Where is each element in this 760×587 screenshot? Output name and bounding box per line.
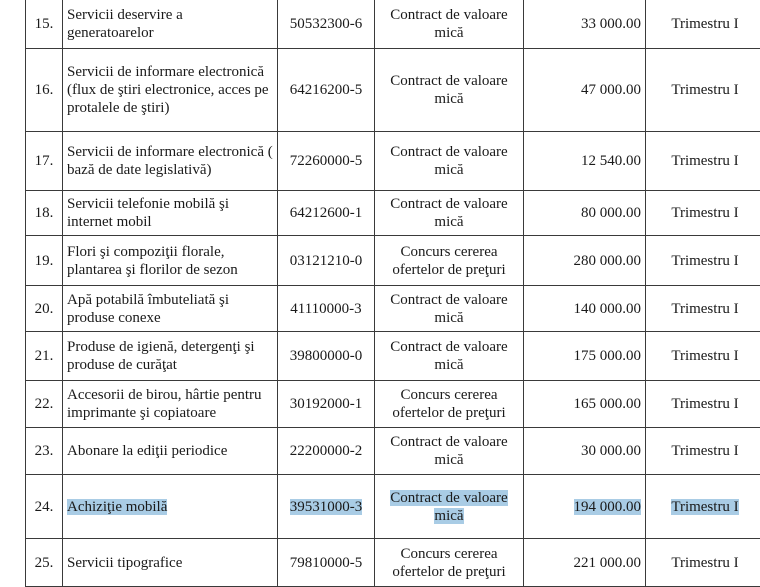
estimated-value: 280 000.00 <box>524 236 646 286</box>
cpv-code: 79810000-5 <box>278 539 375 587</box>
highlight-mark: 194 000.00 <box>574 499 642 515</box>
procedure-type: Contract de valoare mică <box>375 0 524 49</box>
procedure-type: Concurs cererea ofertelor de preţuri <box>375 381 524 428</box>
estimated-value: 221 000.00 <box>524 539 646 587</box>
item-name: Apă potabilă îmbuteliată şi produse conexe <box>63 286 278 332</box>
table-row <box>26 49 760 132</box>
estimated-value: 47 000.00 <box>524 49 646 132</box>
item-name: Servicii de informare electronică (flux de ştiri electronice, acces pe protalele de ştiri) <box>63 49 278 132</box>
term: Trimestru I <box>646 428 760 475</box>
term: Trimestru I <box>646 539 760 587</box>
item-name <box>63 475 278 539</box>
row-number: 18. <box>26 191 63 236</box>
procedure-type: Contract de valoare mică <box>375 428 524 475</box>
table-row <box>26 191 760 236</box>
cpv-code: 39800000-0 <box>278 332 375 381</box>
cpv-code: 22200000-2 <box>278 428 375 475</box>
table-row <box>26 475 760 539</box>
table-row <box>26 0 760 49</box>
estimated-value: 140 000.00 <box>524 286 646 332</box>
item-name: Abonare la ediţii periodice <box>63 428 278 475</box>
row-number: 19. <box>26 236 63 286</box>
term: Trimestru I <box>646 191 760 236</box>
item-name: Servicii de informare electronică ( bază de date legislativă) <box>63 132 278 191</box>
procurement-table-body <box>26 0 760 587</box>
procedure-type: Contract de valoare mică <box>375 286 524 332</box>
term: Trimestru I <box>646 236 760 286</box>
procedure-type: Contract de valoare mică <box>375 49 524 132</box>
procedure-type: Contract de valoare mică <box>375 191 524 236</box>
highlight-mark: Contract de valoare mică <box>390 490 507 524</box>
estimated-value: 12 540.00 <box>524 132 646 191</box>
row-number: 23. <box>26 428 63 475</box>
row-number: 21. <box>26 332 63 381</box>
item-name: Produse de igienă, detergenţi şi produse de curăţat <box>63 332 278 381</box>
cpv-code: 64212600-1 <box>278 191 375 236</box>
term: Trimestru I <box>646 0 760 49</box>
procedure-type: Concurs cererea ofertelor de preţuri <box>375 236 524 286</box>
term: Trimestru I <box>646 381 760 428</box>
procedure-type: Concurs cererea ofertelor de preţuri <box>375 539 524 587</box>
item-name: Flori şi compoziţii florale, plantarea şi florilor de sezon <box>63 236 278 286</box>
procedure-type: Contract de valoare mică <box>375 332 524 381</box>
table-row <box>26 132 760 191</box>
highlight-mark: Achiziţie mobilă <box>67 499 167 515</box>
row-number: 20. <box>26 286 63 332</box>
cpv-code: 30192000-1 <box>278 381 375 428</box>
table-row <box>26 539 760 587</box>
procurement-table <box>25 0 760 587</box>
estimated-value <box>524 475 646 539</box>
row-number: 17. <box>26 132 63 191</box>
cpv-code: 03121210-0 <box>278 236 375 286</box>
term: Trimestru I <box>646 332 760 381</box>
cpv-code: 50532300-6 <box>278 0 375 49</box>
estimated-value: 175 000.00 <box>524 332 646 381</box>
row-number: 24. <box>26 475 63 539</box>
item-name: Servicii tipografice <box>63 539 278 587</box>
row-number: 25. <box>26 539 63 587</box>
term: Trimestru I <box>646 49 760 132</box>
procedure-type <box>375 475 524 539</box>
table-row <box>26 236 760 286</box>
term <box>646 475 760 539</box>
item-name: Servicii telefonie mobilă şi internet mobil <box>63 191 278 236</box>
term: Trimestru I <box>646 286 760 332</box>
cpv-code <box>278 475 375 539</box>
item-name: Accesorii de birou, hârtie pentru imprimante şi copiatoare <box>63 381 278 428</box>
row-number: 22. <box>26 381 63 428</box>
item-name: Servicii deservire a generatoarelor <box>63 0 278 49</box>
table-row <box>26 381 760 428</box>
highlight-mark: Trimestru I <box>671 499 738 515</box>
table-row <box>26 428 760 475</box>
highlight-mark: 39531000-3 <box>290 499 363 515</box>
row-number: 15. <box>26 0 63 49</box>
term: Trimestru I <box>646 132 760 191</box>
row-number: 16. <box>26 49 63 132</box>
cpv-code: 41110000-3 <box>278 286 375 332</box>
procedure-type: Contract de valoare mică <box>375 132 524 191</box>
cpv-code: 64216200-5 <box>278 49 375 132</box>
cpv-code: 72260000-5 <box>278 132 375 191</box>
estimated-value: 33 000.00 <box>524 0 646 49</box>
estimated-value: 165 000.00 <box>524 381 646 428</box>
estimated-value: 80 000.00 <box>524 191 646 236</box>
table-row <box>26 286 760 332</box>
table-row <box>26 332 760 381</box>
estimated-value: 30 000.00 <box>524 428 646 475</box>
